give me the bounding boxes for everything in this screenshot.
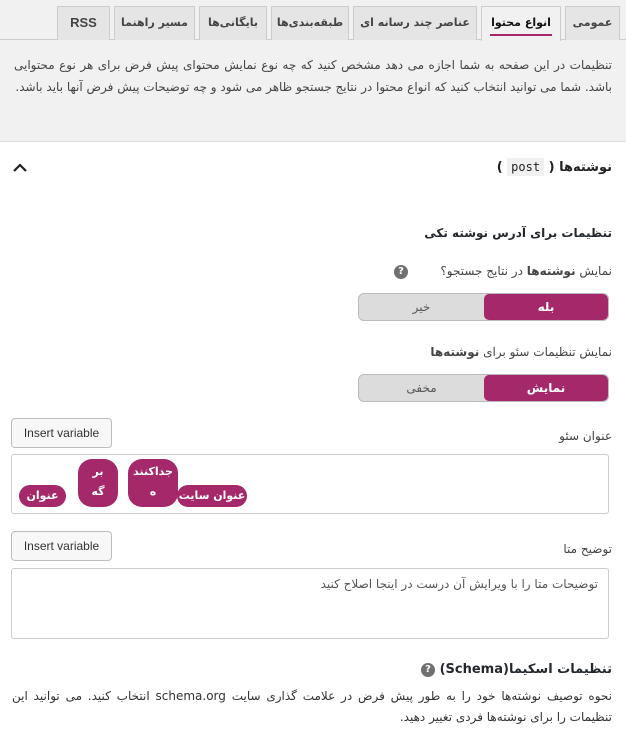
tab-label: عمومی	[572, 16, 613, 29]
panel-title-paren: )	[496, 160, 503, 175]
chevron-up-icon[interactable]	[10, 158, 30, 178]
tab-media[interactable]	[353, 6, 477, 40]
toggle-no[interactable]: خیر	[412, 300, 431, 314]
tab-general[interactable]	[565, 6, 620, 40]
tab-label: طبقه‌بندی‌ها	[276, 16, 344, 29]
q-post-type: نوشته‌ها	[526, 264, 576, 278]
q-prefix: نمایش تنظیمات سئو برای	[483, 345, 612, 359]
toggle-hide[interactable]: مخفی	[406, 381, 437, 395]
tab-breadcrumbs[interactable]	[114, 6, 195, 40]
meta-placeholder: توضیحات متا را با ویرایش آن درست در اینجا اصلاح کنید	[320, 577, 598, 591]
help-icon[interactable]: ?	[394, 265, 408, 279]
q-prefix: نمایش	[579, 264, 612, 278]
q-suffix: در نتایج جستجو؟	[440, 264, 523, 278]
tab-label: RSS	[70, 15, 97, 30]
seo-title-editor[interactable]	[11, 454, 609, 514]
panel-title-text: نوشته‌ها	[559, 160, 612, 175]
search-visibility-toggle	[358, 293, 609, 321]
content-type-panel	[0, 141, 626, 731]
intro-text: تنظیمات در این صفحه به شما اجازه می دهد مشخص کنید که چه نوع نمایش محتوای پیش فرض برای هر نوع محتوایی باشد. شما می توانید انتخاب کنید که انواع محتوا در نتایج جستجو ظاهر می شود و چه توضیحات پیش فرض آنها باید باشد.	[14, 58, 612, 94]
title-chip[interactable]: عنوان	[19, 485, 66, 507]
schema-description: نحوه توصیف نوشته‌ها خود را به طور پیش فرض در علامت گذاری سایت schema.org انتخاب کنید. می توانید این تنظیمات را برای نوشته‌ها فردی تغییر دهید.	[12, 689, 612, 724]
single-post-settings-heading: تنظیمات برای آدرس نوشته تکی	[424, 226, 612, 240]
panel-title-paren: (	[548, 160, 555, 175]
tab-label: عناصر چند رسانه ای	[360, 16, 470, 29]
chip-line: گه	[91, 485, 105, 498]
separator-chip[interactable]	[128, 459, 178, 507]
tab-rss[interactable]	[57, 6, 110, 40]
chip-line: ه	[149, 485, 157, 498]
meta-description-editor[interactable]	[11, 568, 609, 639]
meta-description-label: توضیح متا	[563, 542, 612, 556]
active-tab-underline	[490, 34, 552, 36]
seo-settings-toggle	[358, 374, 609, 402]
q-post-type: نوشته‌ها	[430, 345, 480, 359]
tab-archives[interactable]	[199, 6, 267, 40]
insert-variable-button[interactable]: Insert variable	[11, 418, 112, 448]
panel-title[interactable]	[497, 160, 612, 175]
site-title-chip[interactable]: عنوان سایت	[177, 485, 247, 507]
chip-line: بر	[92, 465, 104, 478]
page-chip[interactable]	[78, 459, 118, 507]
tab-label: مسیر راهنما	[121, 16, 188, 29]
post-type-code: post	[507, 158, 544, 176]
toggle-show[interactable]: نمایش	[484, 375, 608, 401]
tab-label: انواع محتوا	[491, 16, 551, 29]
toggle-yes[interactable]: بله	[484, 294, 608, 320]
tab-label: بایگانی‌ها	[208, 16, 258, 29]
show-in-search-question	[440, 264, 612, 278]
tab-bar	[0, 0, 626, 40]
chip-line: جداکنند	[133, 465, 173, 478]
insert-variable-button[interactable]: Insert variable	[11, 531, 112, 561]
tab-content-types[interactable]	[481, 6, 561, 41]
tab-taxonomies[interactable]	[271, 6, 349, 40]
seo-title-label: عنوان سئو	[559, 429, 612, 443]
show-seo-settings-question	[430, 345, 612, 359]
schema-settings-heading: تنظیمات اسکیما(Schema)	[439, 662, 612, 677]
help-icon[interactable]: ?	[421, 663, 435, 677]
